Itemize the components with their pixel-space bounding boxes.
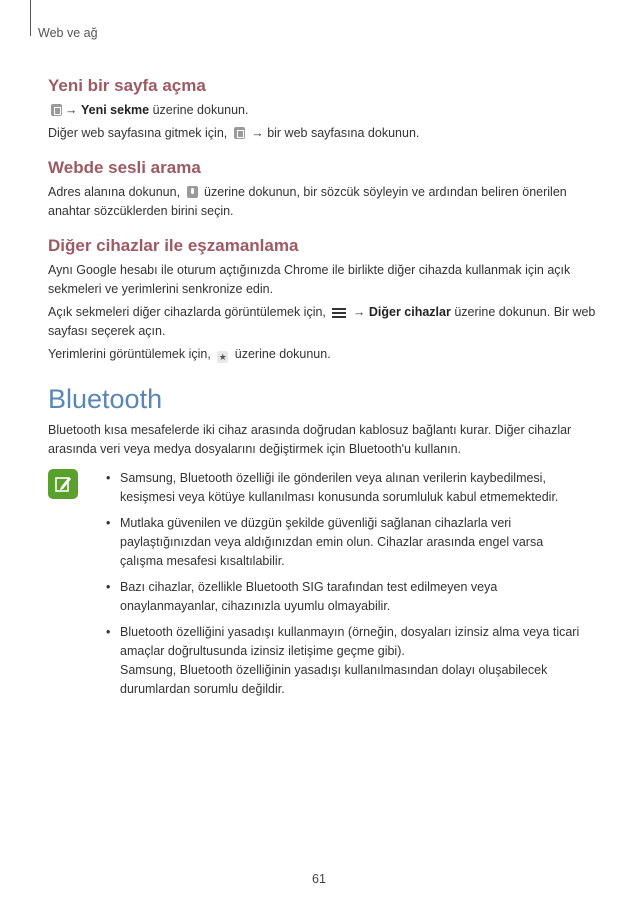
paragraph: Açık sekmeleri diğer cihazlarda görüntülemek için, → Diğer cihazlar üzerine dokunun. Bir web sayfası seçerek açın.	[48, 305, 596, 338]
list-item: • Bazı cihazlar, özellikle Bluetooth SIG tarafından test edilmeyen veya onaylanmayanlar, cihazınızla uyumlu olmayabilir.	[106, 578, 586, 616]
microphone-icon	[187, 186, 198, 198]
paragraph: Bluetooth kısa mesafelerde iki cihaz arasında doğrudan kablosuz bağlantı kurar. Diğer cihazlar arasında veri veya medya dosyalarını değiştirmek için Bluetooth'u kullanın.	[48, 423, 572, 456]
header-rule	[30, 0, 31, 36]
note-pencil-icon	[48, 469, 78, 499]
list-item: • Bluetooth özelliğini yasadışı kullanmayın (örneğin, dosyaları izinsiz alma veya ticari amaçlar doğrultusunda izinsiz iletişime geçme gibi). Samsung, Bluetooth özelliğinin yasadışı kullanılmasından dolayı oluşabilecek durumlardan sorumlu değildir.	[106, 623, 586, 699]
paragraph: Aynı Google hesabı ile oturum açtığınızda Chrome ile birlikte diğer cihazda kullanmak için açık sekmeleri ve yerimlerini senkronize edin.	[48, 263, 571, 296]
note-extra: Samsung, Bluetooth özelliğinin yasadışı kullanılmasından dolayı oluşabilecek durumlardan sorumlu değildir.	[120, 663, 548, 696]
menu-icon	[332, 306, 346, 318]
paragraph: → Yeni sekme üzerine dokunun.	[48, 101, 596, 120]
section-title: Diğer cihazlar ile eşzamanlama	[48, 236, 299, 255]
note-list	[106, 469, 586, 706]
page-header: Web ve ağ	[38, 26, 98, 40]
paragraph: Adres alanına dokunun, üzerine dokunun, bir sözcük söyleyin ve ardından beliren önerilen anahtar sözcüklerden birini seçin.	[48, 185, 567, 218]
bold-term: Yeni sekme	[80, 103, 150, 117]
star-icon: ★	[218, 352, 227, 362]
section-new-page	[48, 76, 596, 143]
note-box	[48, 469, 596, 706]
list-item: • Samsung, Bluetooth özelliği ile gönderilen veya alınan verilerin kaybedilmesi, kesişmesi veya kötüye kullanılması konusunda sorumluluk kabul etmemektedir.	[106, 469, 586, 507]
section-title: Webde sesli arama	[48, 158, 201, 177]
page-number: 61	[312, 872, 326, 886]
section-voice-search	[48, 158, 596, 221]
page-content	[48, 76, 596, 706]
section-title: Yeni bir sayfa açma	[48, 76, 206, 95]
list-item: • Mutlaka güvenilen ve düzgün şekilde güvenliği sağlanan cihazlarla veri paylaştığınızdan veya aldığınızdan emin olun. Cihazlar arasında engel varsa çalışma mesafesi kısaltılabilir.	[106, 514, 586, 571]
chapter-title: Bluetooth	[48, 384, 163, 414]
paragraph: Yerimlerini görüntülemek için, ★ üzerine dokunun.	[48, 347, 331, 362]
paragraph: Diğer web sayfasına gitmek için, → bir web sayfasına dokunun.	[48, 126, 420, 140]
section-sync	[48, 236, 596, 364]
bold-term: Diğer cihazlar	[368, 305, 451, 319]
tabs-icon	[234, 127, 245, 139]
tabs-icon	[51, 104, 62, 116]
